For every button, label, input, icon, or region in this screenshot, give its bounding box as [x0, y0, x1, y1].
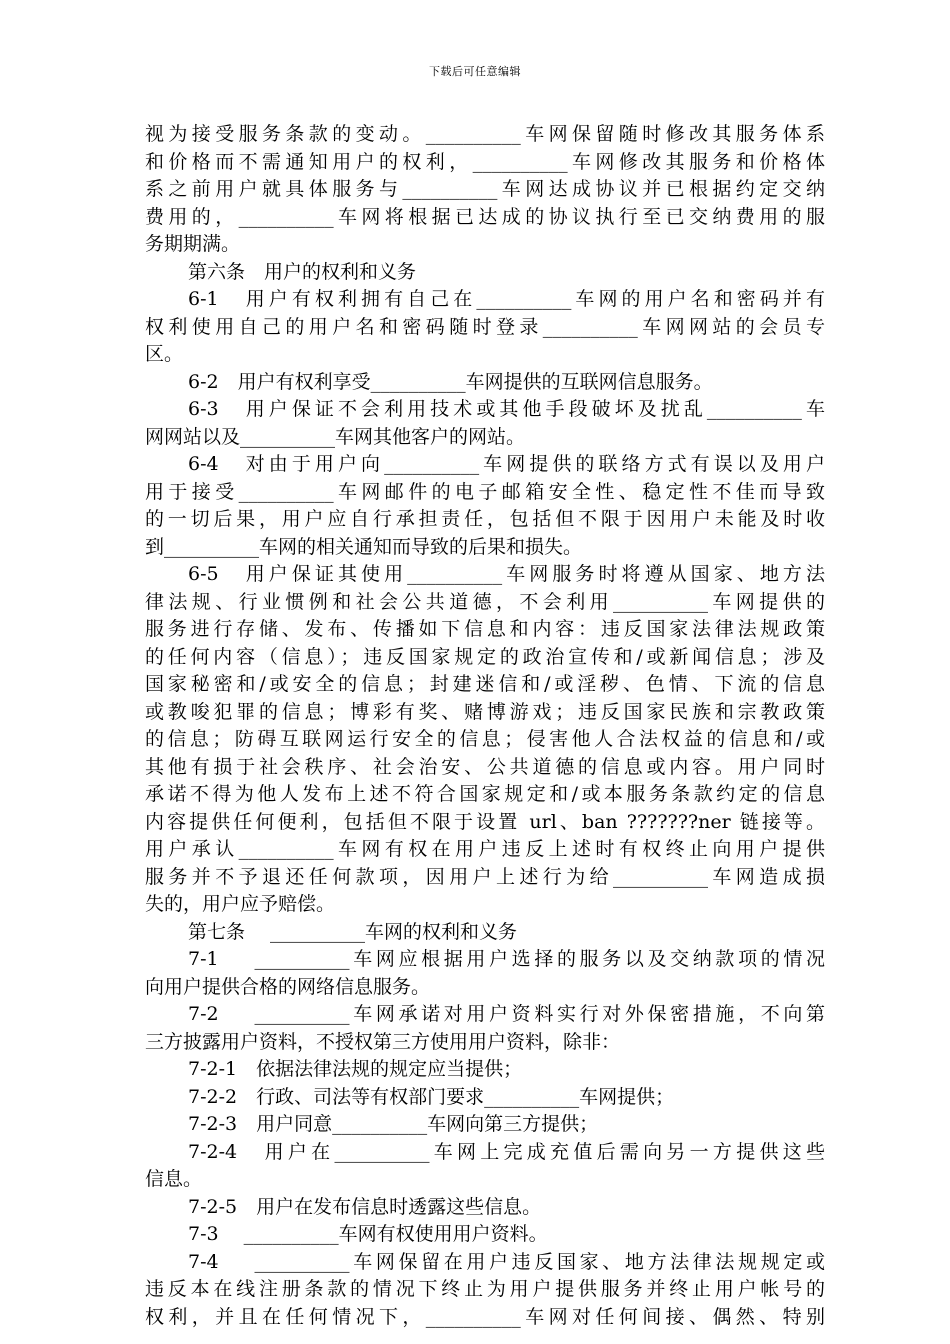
- text-line: 权利，并且在任何情况下，__________车网对任何间接、偶然、特别: [145, 1305, 825, 1328]
- text-line: 内容提供任何便利，包括但不限于设置 url、ban ???????ner 链接等。: [145, 810, 825, 833]
- text-line: 6-1 用户有权利拥有自己在__________车网的用户名和密码并有: [188, 288, 825, 310]
- text-line: 向用户提供合格的网络信息服务。: [145, 975, 431, 998]
- page-header: 下载后可任意编辑: [429, 65, 521, 78]
- text-line: 用于接受__________车网邮件的电子邮箱安全性、稳定性不佳而导致: [145, 480, 825, 503]
- text-line: 务期期满。: [145, 233, 241, 255]
- text-line: 系之前用户就具体服务与__________车网达成协议并已根据约定交纳: [145, 178, 825, 200]
- text-line: 违反本在线注册条款的情况下终止为用户提供服务并终止用户帐号的: [145, 1278, 825, 1300]
- text-line: 三方披露用户资料，不授权第三方使用用户资料，除非：: [145, 1030, 621, 1053]
- text-line: 7-2-5 用户在发布信息时透露这些信息。: [188, 1195, 542, 1218]
- text-line: 其他有损于社会秩序、社会治安、公共道德的信息或内容。用户同时: [145, 755, 825, 778]
- text-line: 6-4 对由于用户向__________车网提供的联络方式有误以及用户: [188, 453, 825, 475]
- text-line: 的任何内容（信息）；违反国家规定的政治宣传和/或新闻信息；涉及: [145, 645, 825, 668]
- text-line: 或教唆犯罪的信息；博彩有奖、赌博游戏；违反国家民族和宗教政策: [145, 700, 825, 723]
- text-line: 6-3 用户保证不会利用技术或其他手段破坏及扰乱__________车: [188, 398, 825, 420]
- text-line: 到__________车网的相关通知而导致的后果和损失。: [145, 535, 583, 558]
- text-line: 7-2-2 行政、司法等有权部门要求__________车网提供；: [188, 1085, 675, 1108]
- text-line: 权利使用自己的用户名和密码随时登录__________车网网站的会员专: [145, 315, 825, 338]
- text-line: 7-2 __________车网承诺对用户资料实行对外保密措施，不向第: [188, 1003, 825, 1025]
- text-line: 服务进行存储、发布、传播如下信息和内容：违反国家法律法规政策: [145, 618, 825, 640]
- text-line: 7-4 __________车网保留在用户违反国家、地方法律法规规定或: [188, 1250, 825, 1273]
- document-body: [145, 121, 825, 1331]
- text-line: 7-3 __________车网有权使用用户资料。: [188, 1223, 548, 1245]
- text-line: 失的，用户应予赔偿。: [145, 893, 336, 915]
- text-line: 服务并不予退还任何款项，因用户上述行为给__________车网造成损: [145, 865, 825, 888]
- text-line: 的信息；防碍互联网运行安全的信息；侵害他人合法权益的信息和/或: [145, 728, 825, 750]
- text-line: 7-1 __________车网应根据用户选择的服务以及交纳款项的情况: [188, 948, 825, 970]
- text-line: 6-5 用户保证其使用__________车网服务时将遵从国家、地方法: [188, 563, 825, 585]
- text-line: 区。: [145, 343, 184, 365]
- text-line: 7-2-1 依据法律法规的规定应当提供；: [188, 1058, 523, 1080]
- text-line: 承诺不得为他人发布上述不符合国家规定和/或本服务条款约定的信息: [145, 783, 825, 805]
- text-line: 网网站以及__________车网其他客户的网站。: [145, 425, 526, 448]
- text-line: 和价格而不需通知用户的权利，__________车网修改其服务和价格体: [145, 150, 825, 173]
- text-line: 信息。: [145, 1168, 203, 1190]
- text-line: 6-2 用户有权利享受__________车网提供的互联网信息服务。: [188, 370, 713, 393]
- text-line: 费用的，__________车网将根据已达成的协议执行至已交纳费用的服: [145, 205, 825, 228]
- text-line: 第六条 用户的权利和义务: [188, 260, 417, 283]
- text-line: 用户承认__________车网有权在用户违反上述时有权终止向用户提供: [145, 838, 825, 860]
- text-line: 第七条 __________车网的权利和义务: [188, 920, 518, 943]
- text-line: 国家秘密和/或安全的信息；封建迷信和/或淫秽、色情、下流的信息: [145, 673, 825, 695]
- text-line: 7-2-3 用户同意__________车网向第三方提供；: [188, 1113, 599, 1135]
- text-line: 视为接受服务条款的变动。__________车网保留随时修改其服务体系: [145, 123, 825, 145]
- text-line: 的一切后果，用户应自行承担责任，包括但不限于因用户未能及时收: [145, 508, 825, 530]
- text-line: 律法规、行业惯例和社会公共道德，不会利用__________车网提供的: [145, 590, 825, 613]
- text-line: 7-2-4 用户在__________车网上完成充值后需向另一方提供这些: [188, 1140, 825, 1163]
